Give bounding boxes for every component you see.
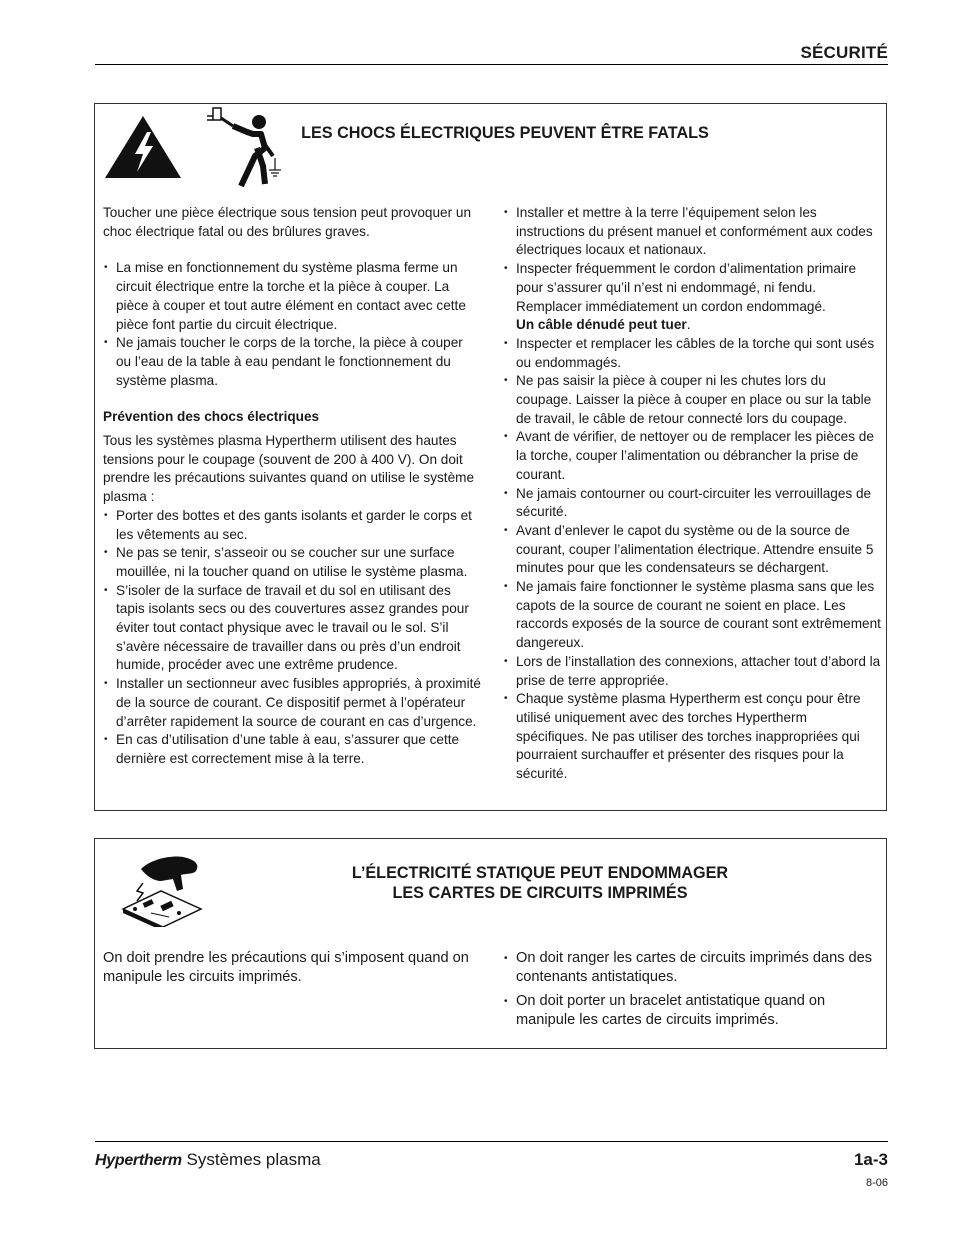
list-item: • La mise en fonctionnement du système plasma ferme un circuit électrique entre la torche et la pièce à couper. La pièce à couper et tout autre élément en contact avec cette pièce font partie du circuit électrique.	[103, 259, 481, 334]
static-left-column	[103, 949, 481, 987]
shock-right-bullets	[503, 204, 881, 784]
footer-product-name: Systèmes plasma	[181, 1150, 321, 1169]
shock-warning-title: LES CHOCS ÉLECTRIQUES PEUVENT ÊTRE FATALS	[301, 124, 709, 142]
static-electricity-warning-box	[94, 838, 887, 1049]
list-item: • On doit ranger les cartes de circuits imprimés dans des contenants antistatiques.	[503, 949, 881, 987]
prevention-heading: Prévention des chocs électriques	[103, 409, 320, 425]
list-item	[503, 260, 881, 335]
list-item: • Installer et mettre à la terre l’équipement selon les instructions du présent manuel et conformément aux codes électriques locaux et nationaux.	[503, 204, 881, 260]
shock-intro: Toucher une pièce électrique sous tension peut provoquer un choc électrique fatal ou des brûlures graves.	[103, 205, 472, 239]
static-bullets	[503, 949, 881, 1030]
list-item: • Ne jamais faire fonctionner le système plasma sans que les capots de la source de courant ne soient en place. Les raccords exposés de la source de courant sont extrêmement dangereux.	[503, 578, 881, 653]
list-item-end: .	[686, 317, 691, 333]
section-title: SÉCURITÉ	[800, 43, 888, 62]
list-item: • Lors de l’installation des connexions, attacher tout d’abord la prise de terre appropriée.	[503, 653, 881, 690]
list-item: • Ne pas se tenir, s’asseoir ou se coucher sur une surface mouillée, ni la toucher quand on utilise le système plasma.	[103, 544, 481, 581]
static-title-line-2: LES CARTES DE CIRCUITS IMPRIMÉS	[392, 884, 688, 902]
shock-intro-bullets	[103, 259, 481, 390]
revision-code: 8-06	[865, 1177, 888, 1189]
list-item-text: Inspecter fréquemment le cordon d’alimentation primaire pour s’assurer qu’il n’est ni endommagé, ni fendu. Remplacer immédiatement un cordon endommagé.	[516, 261, 857, 314]
electrocuted-person-icon	[203, 104, 293, 192]
shock-left-column	[103, 204, 481, 769]
list-item: • On doit porter un bracelet antistatique quand on manipule les cartes de circuits imprimés.	[503, 992, 881, 1030]
list-item: • S’isoler de la surface de travail et du sol en utilisant des tapis isolants secs ou des couvertures assez grandes pour éviter tout contact physique avec le travail ou le sol. S’il s’avère nécessaire de travailler dans ou près d’un endroit humide, procéder avec une extrême prudence.	[103, 582, 481, 676]
electric-shock-warning-box	[94, 103, 887, 811]
static-right-column	[503, 949, 881, 1035]
high-voltage-warning-icon	[103, 114, 183, 180]
static-intro: On doit prendre les précautions qui s’imposent quand on manipule les circuits imprimés.	[103, 950, 469, 985]
prevention-intro: Tous les systèmes plasma Hypertherm utilisent des hautes tensions pour le coupage (souvent de 200 à 400 V). On doit prendre les précautions suivantes quand on utilise le système plasma :	[103, 433, 475, 505]
footer-product	[95, 1150, 321, 1170]
header-divider	[95, 64, 888, 65]
list-item: • Ne pas saisir la pièce à couper ni les chutes lors du coupage. Laisser la pièce à couper en place ou sur la table de travail, le câble de retour connecté lors du coupage.	[503, 372, 881, 428]
list-item: • En cas d’utilisation d’une table à eau, s’assurer que cette dernière est correctement mise à la terre.	[103, 731, 481, 768]
list-item: • Inspecter et remplacer les câbles de la torche qui sont usés ou endommagés.	[503, 335, 881, 372]
footer-divider	[95, 1141, 888, 1142]
list-item: • Porter des bottes et des gants isolants et garder le corps et les vêtements au sec.	[103, 507, 481, 544]
list-item: • Installer un sectionneur avec fusibles appropriés, à proximité de la source de courant. Ce dispositif permet à l’opérateur d’arrêter rapidement la source de courant en cas d’urgence.	[103, 675, 481, 731]
hypertherm-logo: Hypertherm	[95, 1152, 182, 1169]
list-item: • Avant d’enlever le capot du système ou de la source de courant, couper l’alimentation électrique. Attendre ensuite 5 minutes pour que les condensateurs se déchargent.	[503, 522, 881, 578]
static-hand-circuit-board-icon	[121, 851, 203, 927]
bare-cable-warning: Un câble dénudé peut tuer	[516, 317, 687, 333]
list-item: • Ne jamais toucher le corps de la torche, la pièce à couper ou l’eau de la table à eau pendant le fonctionnement du système plasma.	[103, 334, 481, 390]
prevention-bullets	[103, 507, 481, 769]
static-warning-title	[295, 863, 785, 903]
list-item: • Chaque système plasma Hypertherm est conçu pour être utilisé uniquement avec des torches Hypertherm spécifiques. Ne pas utiliser des torches inappropriées qui pourraient surchauffer et présenter des risques pour la sécurité.	[503, 690, 881, 784]
list-item: • Avant de vérifier, de nettoyer ou de remplacer les pièces de la torche, couper l’alimentation ou débrancher la prise de courant.	[503, 428, 881, 484]
static-title-line-1: L’ÉLECTRICITÉ STATIQUE PEUT ENDOMMAGER	[351, 864, 729, 882]
page-number: 1a-3	[853, 1150, 888, 1169]
shock-right-column	[503, 204, 881, 784]
list-item: • Ne jamais contourner ou court-circuiter les verrouillages de sécurité.	[503, 485, 881, 522]
